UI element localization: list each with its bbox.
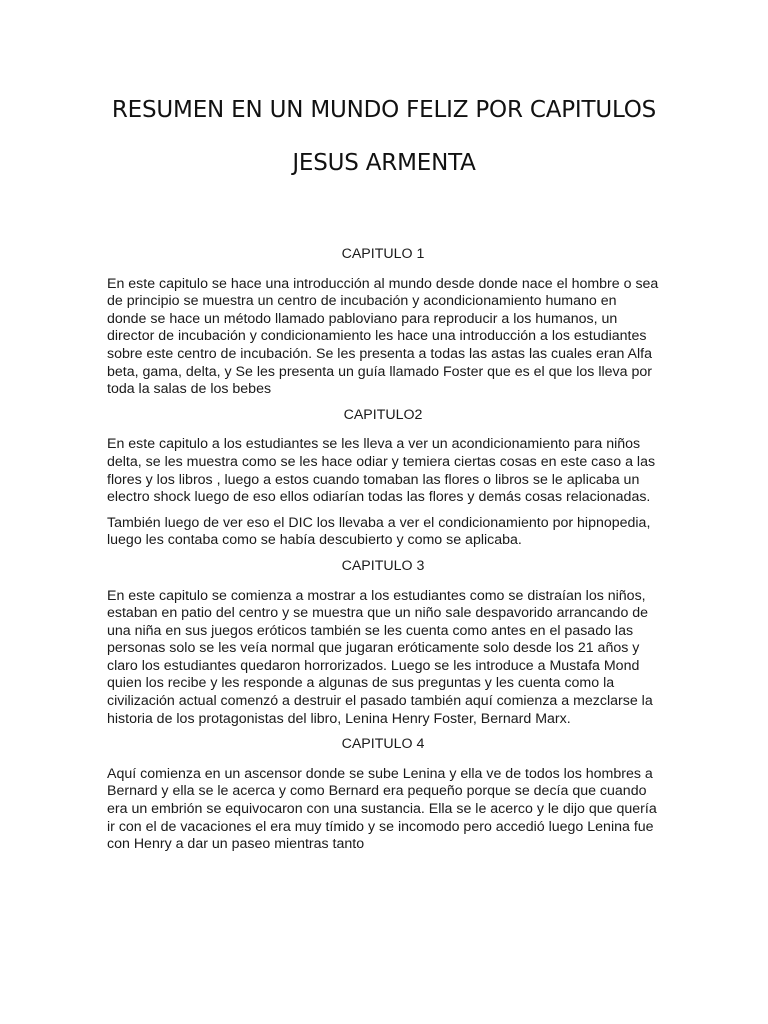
document-body xyxy=(107,246,659,862)
section-heading: CAPITULO2 xyxy=(343,406,423,423)
section-capitulo-4 xyxy=(107,736,659,854)
paragraph: En este capitulo a los estudiantes se les lleva a ver un acondicionamiento para niños delta, se les muestra como se les hace odiar y temiera ciertas cosas en este caso a las flores y los libros , luego a estos cuando tomaban las flores o libros se le aplicaba un electro shock luego de eso ellos odiarían todas las flores y demás cosas relacionadas. xyxy=(107,436,656,506)
section-capitulo-3 xyxy=(107,558,659,728)
paragraph: También luego de ver eso el DIC los llevaba a ver el condicionamiento por hipnopedia, luego les contaba como se había descubierto y como se aplicaba. xyxy=(107,514,651,549)
paragraph: En este capitulo se hace una introducción al mundo desde donde nace el hombre o sea de principio se muestra un centro de incubación y acondicionamiento humano en donde se hace un método llamado pabloviano para reproducir a los humanos, un director de incubación y condicionamiento les hace una introducción a los estudiantes sobre este centro de incubación. Se les presenta a todas las astas las cuales eran Alfa beta, gama, delta, y Se les presenta un guía llamado Foster que es el que los lleva por toda la salas de los bebes xyxy=(107,275,659,398)
document-title: RESUMEN EN UN MUNDO FELIZ POR CAPITULOS xyxy=(111,97,657,123)
document-author: JESUS ARMENTA xyxy=(292,150,476,176)
section-heading: CAPITULO 3 xyxy=(341,557,425,574)
section-capitulo-2 xyxy=(107,407,659,550)
paragraph: Aquí comienza en un ascensor donde se sube Lenina y ella ve de todos los hombres a Bernard y ella se le acerca y como Bernard era pequeño porque se decía que cuando era un embrión se equivocaron con una sustancia. Ella se le acerco y le dijo que quería ir con el de vacaciones el era muy tímido y se incomodo pero accedió luego Lenina fue con Henry a dar un paseo mientras tanto xyxy=(107,765,657,853)
paragraph: En este capitulo se comienza a mostrar a los estudiantes como se distraían los niños, estaban en patio del centro y se muestra que un niño sale despavorido arrancando de una niña en sus juegos eróticos también se les cuenta como antes en el pasado las personas solo se les veía normal que jugaran eróticamente solo desde los 21 años y claro los estudiantes quedaron horrorizados. Luego se les introduce a Mustafa Mond quien los recibe y les responde a algunas de sus preguntas y les cuenta como la civilización actual comenzó a destruir el pasado también aquí comienza a mezclarse la historia de los protagonistas del libro, Lenina Henry Foster, Bernard Marx. xyxy=(107,587,653,727)
section-capitulo-1 xyxy=(107,246,659,399)
section-heading: CAPITULO 1 xyxy=(341,246,425,262)
section-heading: CAPITULO 4 xyxy=(341,736,425,753)
